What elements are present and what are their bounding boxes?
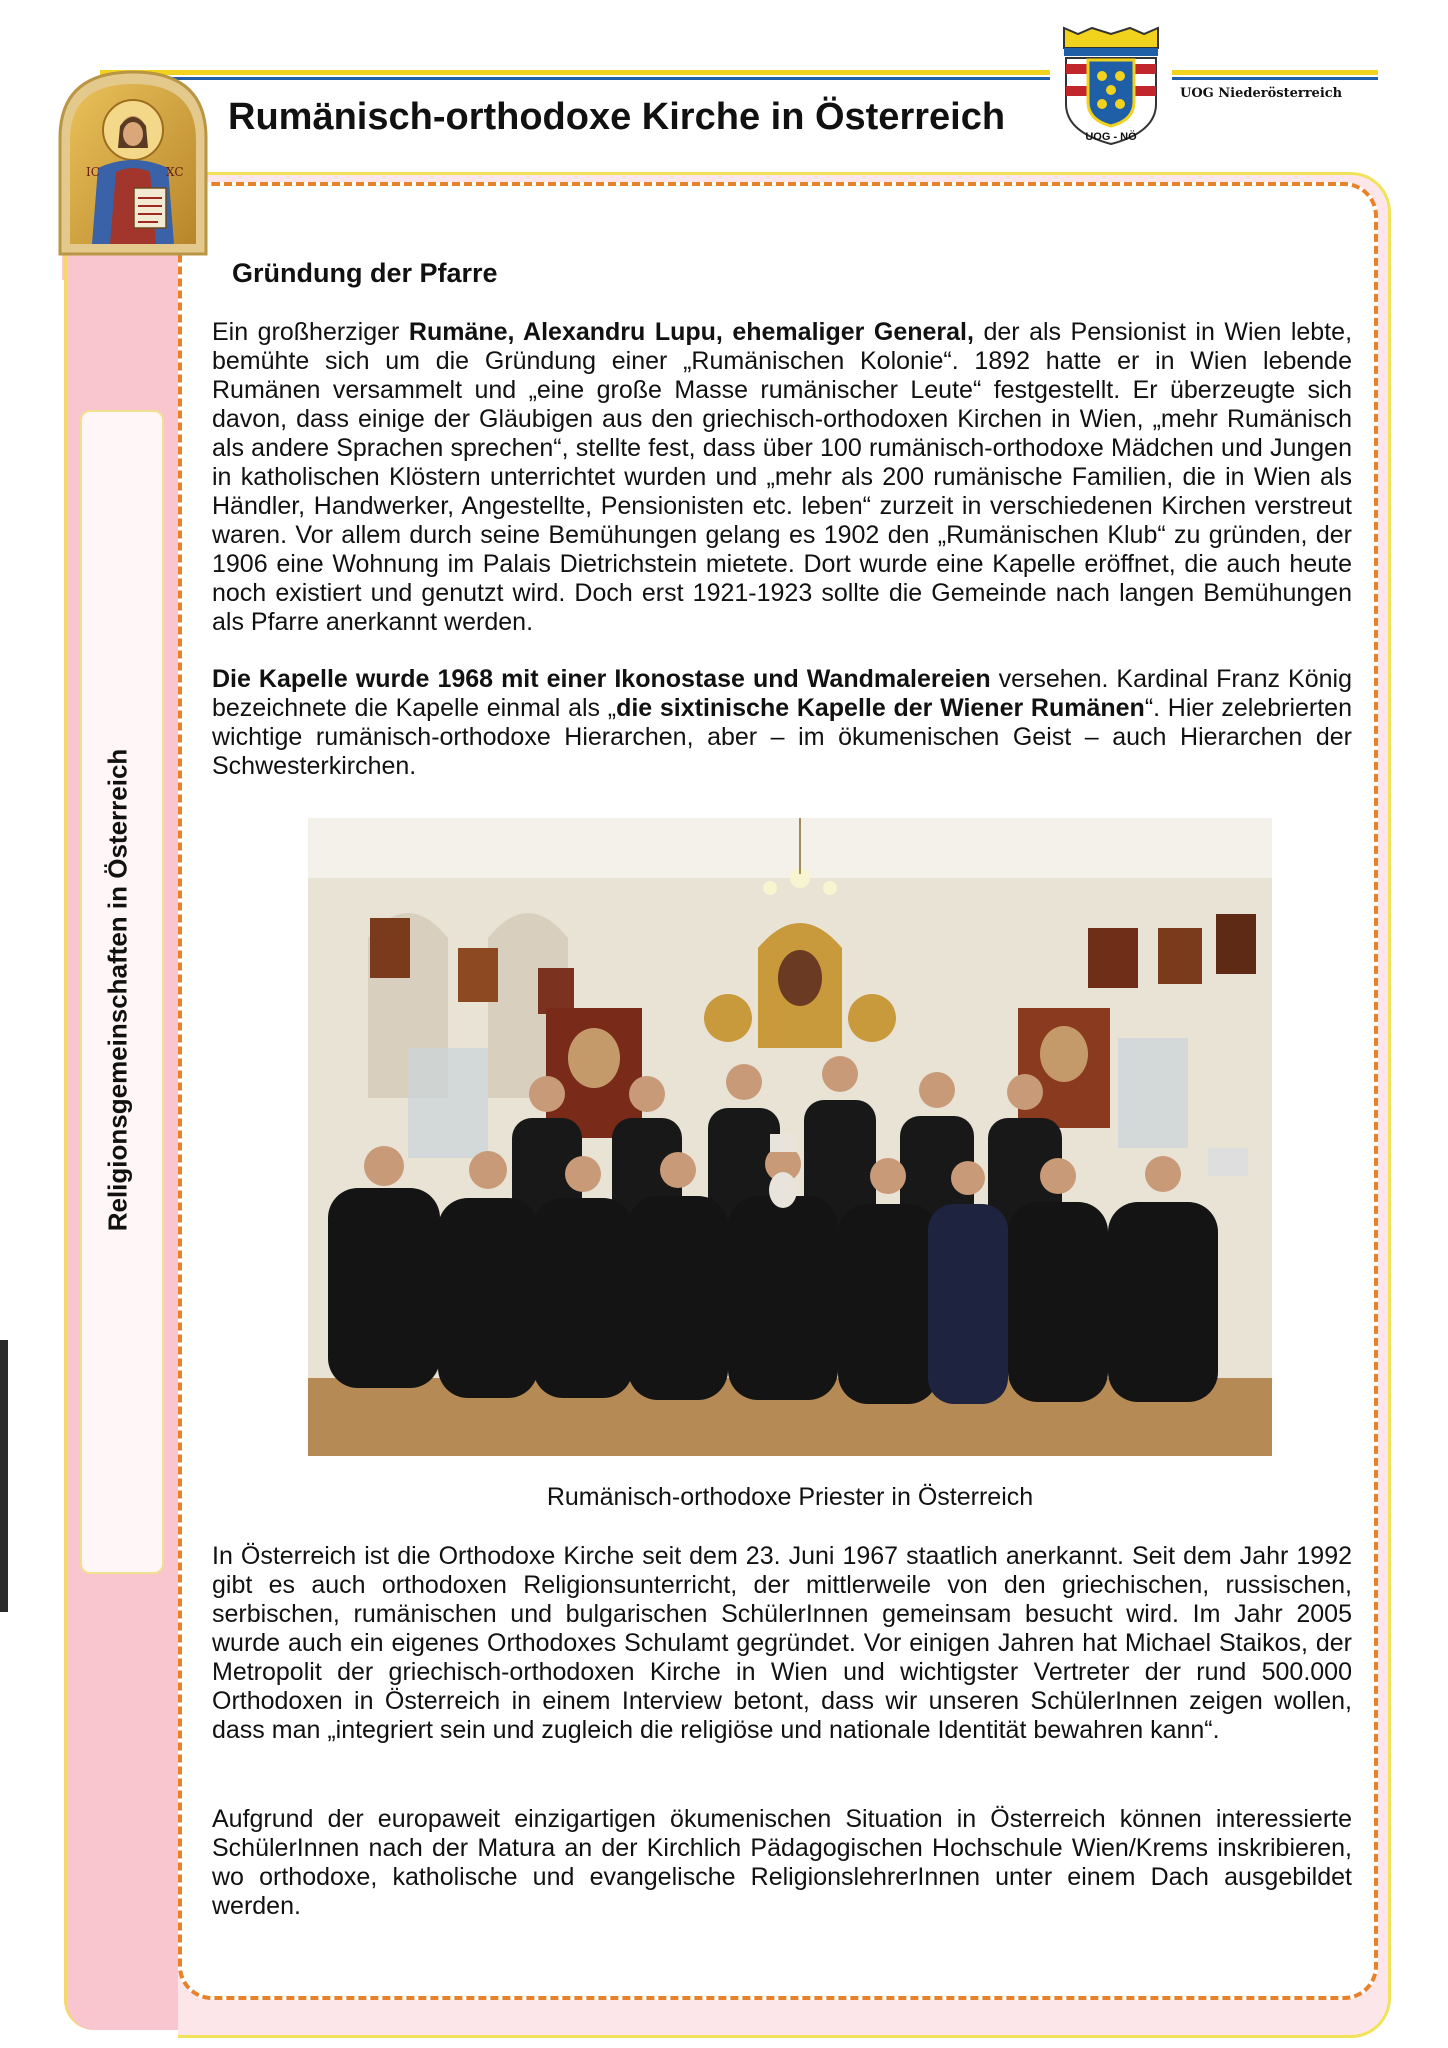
header-line-blue <box>120 77 1050 80</box>
p2-text-b: “. Hier zelebrierten wichtige rumänisch-orthodoxe Hierarchen, aber – im ökumenischen Geist – auch Hierarchen der Schwesterkirchen. <box>212 694 1352 780</box>
icon-letters-right: XC <box>166 165 184 179</box>
p1-bold-a: Rumäne, Alexandru Lupu, ehemaliger General, <box>408 318 974 346</box>
christ-icon <box>56 68 210 256</box>
header-line-blue-right <box>1172 77 1378 80</box>
paragraph-founding <box>212 318 1352 637</box>
paragraph-education: Aufgrund der europaweit einzigartigen ökumenischen Situation in Österreich können interessierte SchülerInnen nach der Matura an der Kirchlich Pädagogischen Hochschule Wien/Krems inskribieren, wo orthodoxe, katholische und evangelische ReligionslehrerInnen unter einem Dach ausgebildet werden. <box>212 1805 1352 1920</box>
left-edge-photo-strip <box>0 1340 8 1612</box>
priests-group-photo <box>308 818 1272 1456</box>
p2-text-a: versehen. Kardinal Franz König bezeichnete die Kapelle einmal als „ <box>212 665 1352 722</box>
uog-emblem-icon <box>1060 24 1162 148</box>
p2-bold-a: Die Kapelle wurde 1968 mit einer Ikonostase und Wandmalereien <box>212 665 991 693</box>
icon-letters-left: IC <box>86 165 100 179</box>
header-line-yellow-right <box>1172 70 1378 75</box>
p1-text-a: Ein großherziger <box>212 318 409 346</box>
sidebar-label: Religionsgemeinschaften in Österreich <box>102 748 133 1232</box>
emblem-text: UOG - NÖ <box>1085 131 1137 143</box>
header-line-yellow <box>100 70 1050 75</box>
paragraph-recognition: In Österreich ist die Orthodoxe Kirche seit dem 23. Juni 1967 staatlich anerkannt. Seit dem Jahr 1992 gibt es auch orthodoxen Religionsunterricht, der mittlerweile von den griechischen, russischen, serbischen, rumänischen und bulgarischen SchülerInnen gemeinsam besucht wird. Im Jahr 2005 wurde auch ein eigenes Orthodoxes Schulamt gegründet. Vor einigen Jahren hat Michael Staikos, der Metropolit der griechisch-orthodoxen Kirche in Wien und wichtigster Vertreter der rund 500.000 Orthodoxen in Österreich in einem Interview betont, dass wir unseren SchülerInnen zeigen wollen, dass man „integriert sein und zugleich die religiöse und nationale Identität bewahren kann“. <box>212 1542 1352 1744</box>
paragraph-chapel <box>212 665 1352 781</box>
section-heading: Gründung der Pfarre <box>232 258 498 288</box>
org-label: UOG Niederösterreich <box>1180 86 1343 101</box>
p2-bold-b: die sixtinische Kapelle der Wiener Rumänen <box>616 694 1145 722</box>
page-title: Rumänisch-orthodoxe Kirche in Österreich <box>228 96 1006 138</box>
p1-text-b: der als Pensionist in Wien lebte, bemühte sich um die Gründung einer „Rumänischen Kolonie“. 1892 hatte er in Wien lebende Rumänen versammelt und „eine große Masse rumänischer Leute“ festgestellt. Er überzeugte sich davon, dass einige der Gläubigen aus den griechisch-orthodoxen Kirchen in Wien, „mehr Rumänisch als andere Sprachen sprechen“, stellte fest, dass über 100 rumänisch-orthodoxe Mädchen und Jungen in katholischen Klöstern unterrichtet wurden und „mehr als 200 rumänische Familien, die in Wien als Händler, Handwerker, Angestellte, Pensionisten etc. leben“ zurzeit in verschiedenen Kirchen verstreut waren. Vor allem durch seine Bemühungen gelang es 1902 den „Rumänischen Klub“ zu gründen, der 1906 eine Wohnung im Palais Dietrichstein mietete. Dort wurde eine Kapelle eröffnet, die auch heute noch existiert und genutzt wird. Doch erst 1921-1923 sollte die Gemeinde nach langen Bemühungen als Pfarre anerkannt werden. <box>212 318 1353 636</box>
photo-caption: Rumänisch-orthodoxe Priester in Österreich <box>546 1483 1034 1511</box>
